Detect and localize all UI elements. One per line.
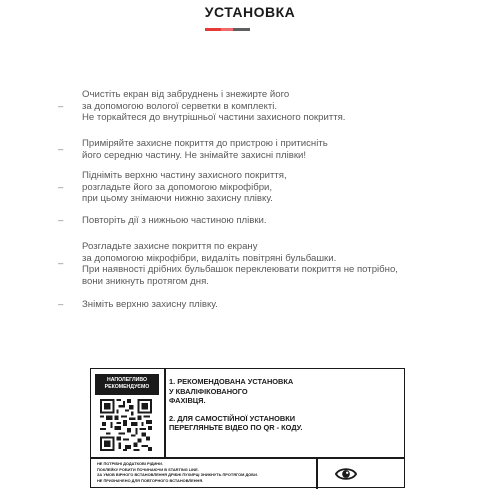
- accent-segment-gray: [233, 28, 250, 31]
- step-item: [58, 241, 398, 287]
- step-item: [58, 215, 267, 227]
- step-item: [58, 138, 328, 161]
- step-item: [58, 170, 287, 205]
- qr-code-icon[interactable]: [100, 399, 152, 451]
- note-line: ЗА УМОВ ВІРНОГО ВСТАНОВЛЕННЯ ДРІБНІ ПУХИРЦІ ЗНИКНУТЬ ПРОТЯГОМ ДОБИ.: [97, 472, 258, 478]
- accent-segment-red: [205, 28, 221, 31]
- recommend-badge: [95, 374, 159, 395]
- step-text-line: Повторіть дії з нижньою частиною плівки.: [82, 215, 267, 226]
- eye-icon: [335, 463, 357, 485]
- step-text-line: вони зникнуть протягом дня.: [82, 275, 209, 287]
- step-bullet: –: [58, 215, 64, 226]
- badge-line: РЕКОМЕНДУЄМО: [104, 384, 150, 390]
- item-line: 2. ДЛЯ САМОСТІЙНОЇ УСТАНОВКИ: [169, 413, 296, 423]
- recommendation-item-2: [169, 414, 401, 433]
- card-instructions: [169, 377, 401, 433]
- step-text-line: розгладьте його за допомогою мікрофібри,: [82, 181, 273, 193]
- card-divider-horizontal: [91, 457, 404, 459]
- step-bullet: –: [58, 258, 64, 270]
- step-text-line: за допомогою вологої серветки в комплекті.: [82, 100, 278, 112]
- card-divider-vertical: [164, 369, 166, 457]
- note-line: НЕ ПОТРІБНІ ДОДАТКОВІ РІДИНИ.: [97, 461, 163, 466]
- item-line: У КВАЛІФІКОВАНОГО: [169, 386, 248, 396]
- step-bullet: –: [58, 143, 64, 155]
- step-text-line: його середню частину. Не знімайте захисні плівки!: [82, 149, 307, 161]
- step-bullet: –: [58, 299, 64, 310]
- step-bullet: –: [58, 100, 64, 112]
- recommendation-item-1: [169, 377, 401, 406]
- page-title: УСТАНОВКА: [204, 4, 296, 20]
- step-text-line: при цьому знімаючи нижню захисну плівку.: [82, 193, 273, 205]
- step-text-line: Приміряйте захисне покриття до пристрою і притисніть: [82, 138, 328, 149]
- recommendation-card: [90, 368, 405, 488]
- note-line: ПОКЛЕЙКУ РОБИТИ ПОЧИНАЮЧИ В STARTING LINE.: [97, 466, 199, 472]
- step-text-line: Зніміть верхню захисну плівку.: [82, 299, 218, 310]
- item-line: 1. РЕКОМЕНДОВАНА УСТАНОВКА: [169, 377, 294, 386]
- step-text-line: за допомогою мікрофібри, видаліть повітряні бульбашки.: [82, 252, 337, 264]
- card-notes: [97, 461, 317, 483]
- step-text-line: Розгладьте захисне покриття по екрану: [82, 241, 258, 252]
- step-text-line: При наявності дрібних бульбашок переклеювати покриття не потрібно,: [82, 264, 398, 276]
- note-line: НЕ ПРИЗНАЧЕНО ДЛЯ ПОВТОРНОГО ВСТАНОВЛЕННЯ.: [97, 477, 204, 483]
- installation-steps: [58, 89, 478, 329]
- badge-line: НАПОЛЕГЛИВО: [107, 377, 147, 383]
- accent-segment-pink: [221, 28, 233, 31]
- step-item: [58, 299, 218, 311]
- step-bullet: –: [58, 181, 64, 193]
- step-text-line: Не торкайтеся до внутрішньої частини захисного покриття.: [82, 112, 346, 124]
- step-text-line: Очистіть екран від забруднень і знежирте його: [82, 89, 290, 100]
- step-item: [58, 89, 345, 124]
- step-text-line: Підніміть верхню частину захисного покриття,: [82, 170, 287, 181]
- item-line: ПЕРЕГЛЯНЬТЕ ВІДЕО ПО QR - КОДУ.: [169, 423, 303, 433]
- title-accent-bar: [205, 28, 250, 31]
- item-line: ФАХІВЦЯ.: [169, 396, 206, 406]
